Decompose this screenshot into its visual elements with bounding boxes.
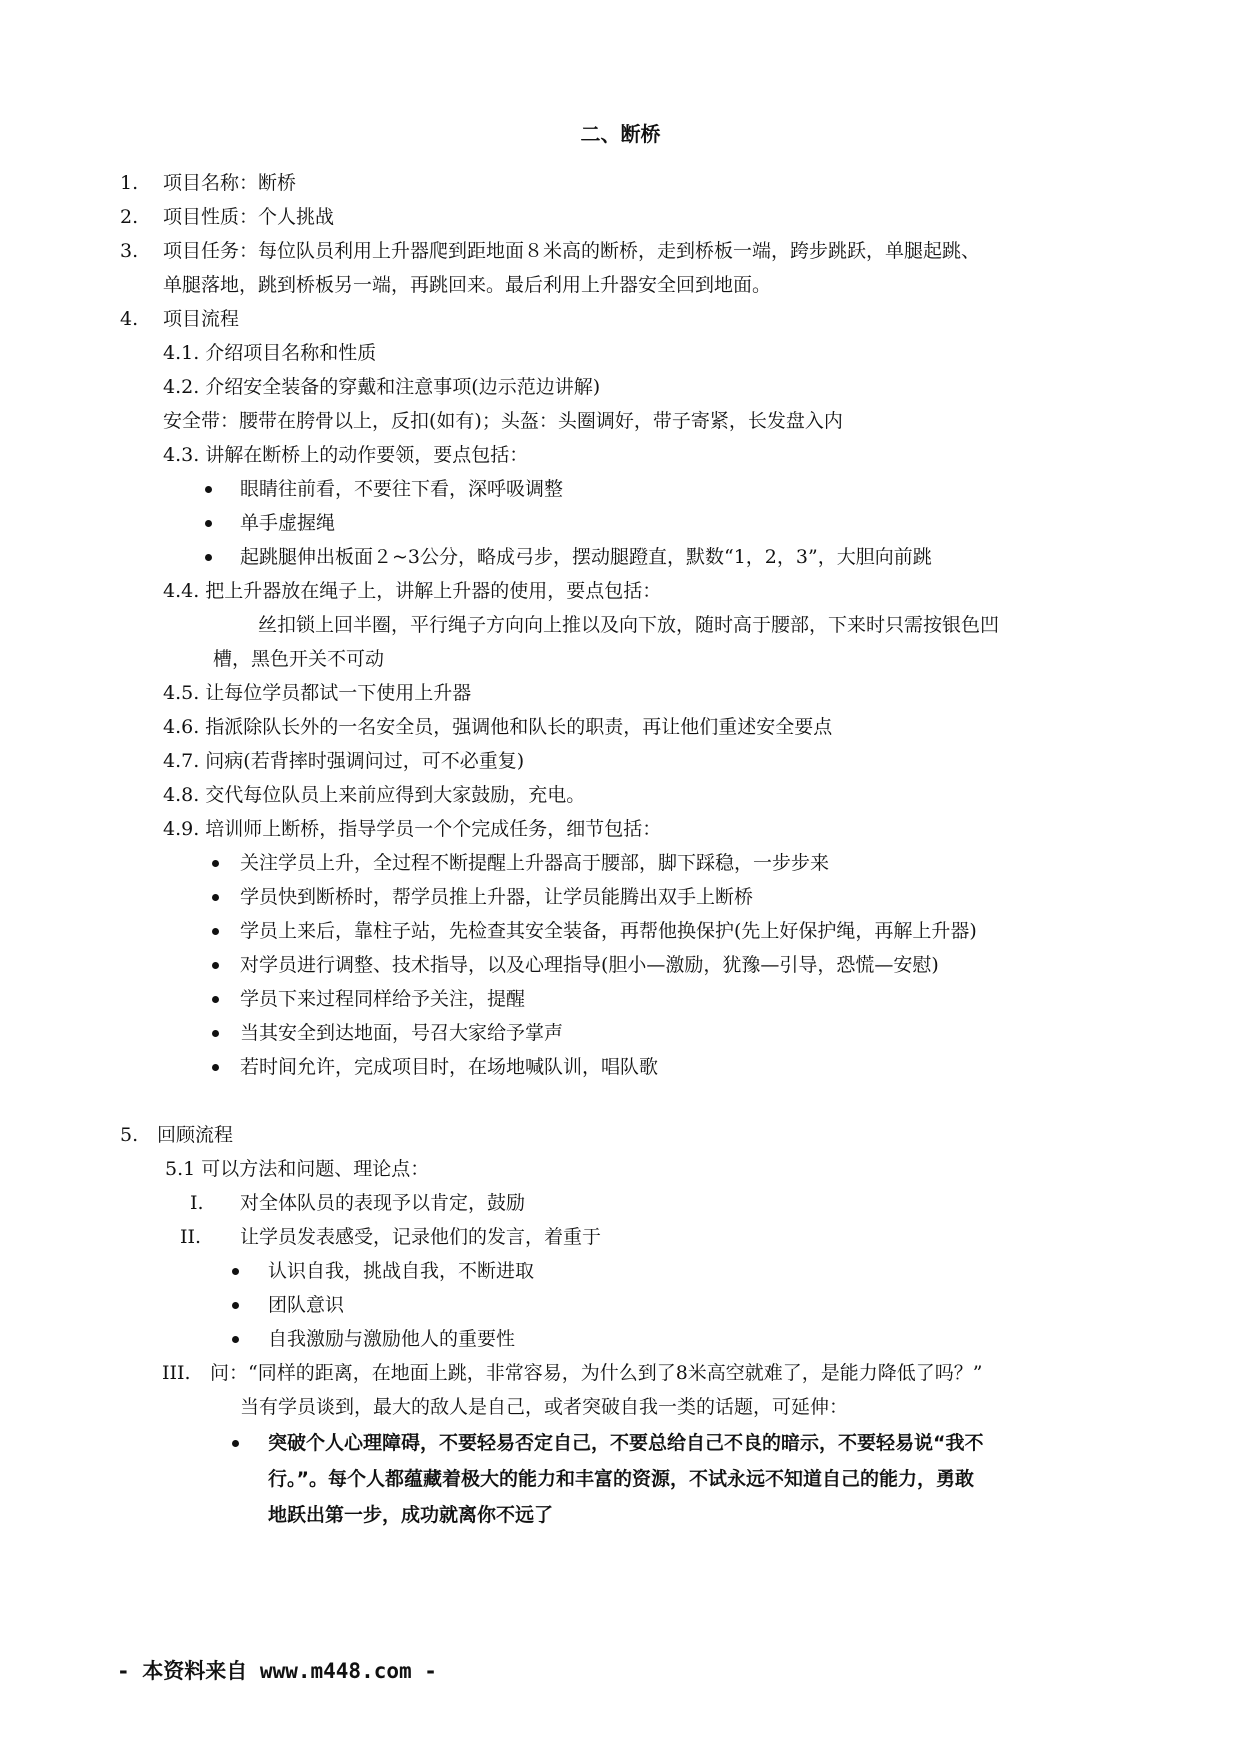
- roman-item-text: 对全体队员的表现予以肯定，鼓励: [240, 1192, 526, 1214]
- footer-source-note: - 本资料来自 www.m448.com -: [117, 1659, 437, 1683]
- item-text: 单腿落地，跳到桥板另一端，再跳回来。最后利用上升器安全回到地面。: [163, 274, 772, 296]
- item-text: 回顾流程: [157, 1124, 234, 1146]
- bullet-text: 对学员进行调整、技术指导，以及心理指导(胆小—激励，犹豫—引导，恐慌—安慰): [240, 954, 939, 976]
- bullet-text: 起跳腿伸出板面２~3公分，略成弓步，摆动腿蹬直，默数“1，2，3”，大胆向前跳: [240, 546, 932, 568]
- item-number: 3.: [120, 240, 139, 262]
- bullet-text: 单手虚握绳: [240, 512, 336, 534]
- roman-item-text: 问：“同样的距离，在地面上跳，非常容易，为什么到了8米高空就难了，是能力降低了吗？”: [210, 1362, 983, 1384]
- bullet-text: 眼睛往前看，不要往下看，深呼吸调整: [240, 478, 564, 500]
- item-text: 项目任务：每位队员利用上升器爬到距地面８米高的断桥，走到桥板一端，跨步跳跃，单腿起跳、: [163, 240, 981, 262]
- sub-item-detail: 安全带：腰带在胯骨以上，反扣(如有)；头盔：头圈调好，带子寄紧，长发盘入内: [163, 410, 843, 432]
- sub-item: 4.2. 介绍安全装备的穿戴和注意事项(边示范边讲解): [163, 376, 601, 398]
- bullet-text: 认识自我，挑战自我，不断进取: [268, 1260, 535, 1282]
- bullet-icon: [205, 520, 212, 527]
- bullet-text: 若时间允许，完成项目时，在场地喊队训，唱队歌: [240, 1056, 659, 1078]
- sub-item: 5.1 可以方法和问题、理论点：: [165, 1158, 430, 1180]
- bold-bullet-text: 地跃出第一步，成功就离你不远了: [268, 1504, 554, 1526]
- sub-item-detail: 槽，黑色开关不可动: [213, 648, 385, 670]
- item-text: 项目名称：断桥: [163, 172, 297, 194]
- sub-item: 4.1. 介绍项目名称和性质: [163, 342, 377, 364]
- bullet-icon: [212, 894, 219, 901]
- item-text: 项目性质：个人挑战: [163, 206, 335, 228]
- roman-numeral: I.: [190, 1192, 204, 1214]
- bullet-icon: [205, 486, 212, 493]
- roman-item-text: 让学员发表感受，记录他们的发言，着重于: [240, 1226, 602, 1248]
- item-number: 5.: [120, 1124, 139, 1146]
- sub-item: 4.7. 问病(若背摔时强调问过，可不必重复): [163, 750, 525, 772]
- sub-item: 4.4. 把上升器放在绳子上，讲解上升器的使用，要点包括：: [163, 580, 662, 602]
- bullet-icon: [212, 928, 219, 935]
- bold-bullet-text: 突破个人心理障碍，不要轻易否定自己，不要总给自己不良的暗示，不要轻易说“我不: [268, 1432, 984, 1454]
- page-title: 二、断桥: [580, 122, 661, 146]
- item-number: 4.: [120, 308, 139, 330]
- bullet-icon: [212, 962, 219, 969]
- bullet-icon: [232, 1302, 239, 1309]
- sub-item: 4.5. 让每位学员都试一下使用上升器: [163, 682, 472, 704]
- bullet-text: 关注学员上升，全过程不断提醒上升器高于腰部，脚下踩稳，一步步来: [240, 852, 830, 874]
- bullet-icon: [205, 554, 212, 561]
- item-number: 2.: [120, 206, 139, 228]
- roman-item-text: 当有学员谈到，最大的敌人是自己，或者突破自我一类的话题，可延伸：: [240, 1396, 849, 1418]
- bullet-icon: [212, 996, 219, 1003]
- sub-item: 4.9. 培训师上断桥，指导学员一个个完成任务，细节包括：: [163, 818, 662, 840]
- bullet-text: 学员快到断桥时，帮学员推上升器，让学员能腾出双手上断桥: [240, 886, 754, 908]
- bullet-icon: [232, 1336, 239, 1343]
- bullet-text: 学员上来后，靠柱子站，先检查其安全装备，再帮他换保护(先上好保护绳，再解上升器): [240, 920, 977, 942]
- bullet-icon: [212, 1064, 219, 1071]
- item-text: 项目流程: [163, 308, 240, 330]
- sub-item: 4.6. 指派除队长外的一名安全员，强调他和队长的职责，再让他们重述安全要点: [163, 716, 833, 738]
- bullet-icon: [212, 1030, 219, 1037]
- bullet-icon: [212, 860, 219, 867]
- bullet-icon: [232, 1268, 239, 1275]
- bold-bullet-text: 行。”。每个人都蕴藏着极大的能力和丰富的资源，不试永远不知道自己的能力，勇敢: [268, 1468, 974, 1490]
- sub-item-detail: 丝扣锁上回半圈，平行绳子方向向上推以及向下放，随时高于腰部，下来时只需按银色凹: [258, 614, 1000, 636]
- roman-numeral: II.: [180, 1226, 202, 1248]
- bullet-icon: [232, 1440, 239, 1447]
- bullet-text: 当其安全到达地面，号召大家给予掌声: [240, 1022, 564, 1044]
- bullet-text: 学员下来过程同样给予关注，提醒: [240, 988, 526, 1010]
- bullet-text: 自我激励与激励他人的重要性: [268, 1328, 516, 1350]
- item-number: 1.: [120, 172, 139, 194]
- sub-item: 4.3. 讲解在断桥上的动作要领，要点包括：: [163, 444, 529, 466]
- sub-item: 4.8. 交代每位队员上来前应得到大家鼓励，充电。: [163, 784, 586, 806]
- bullet-text: 团队意识: [268, 1294, 345, 1316]
- roman-numeral: III.: [162, 1362, 191, 1384]
